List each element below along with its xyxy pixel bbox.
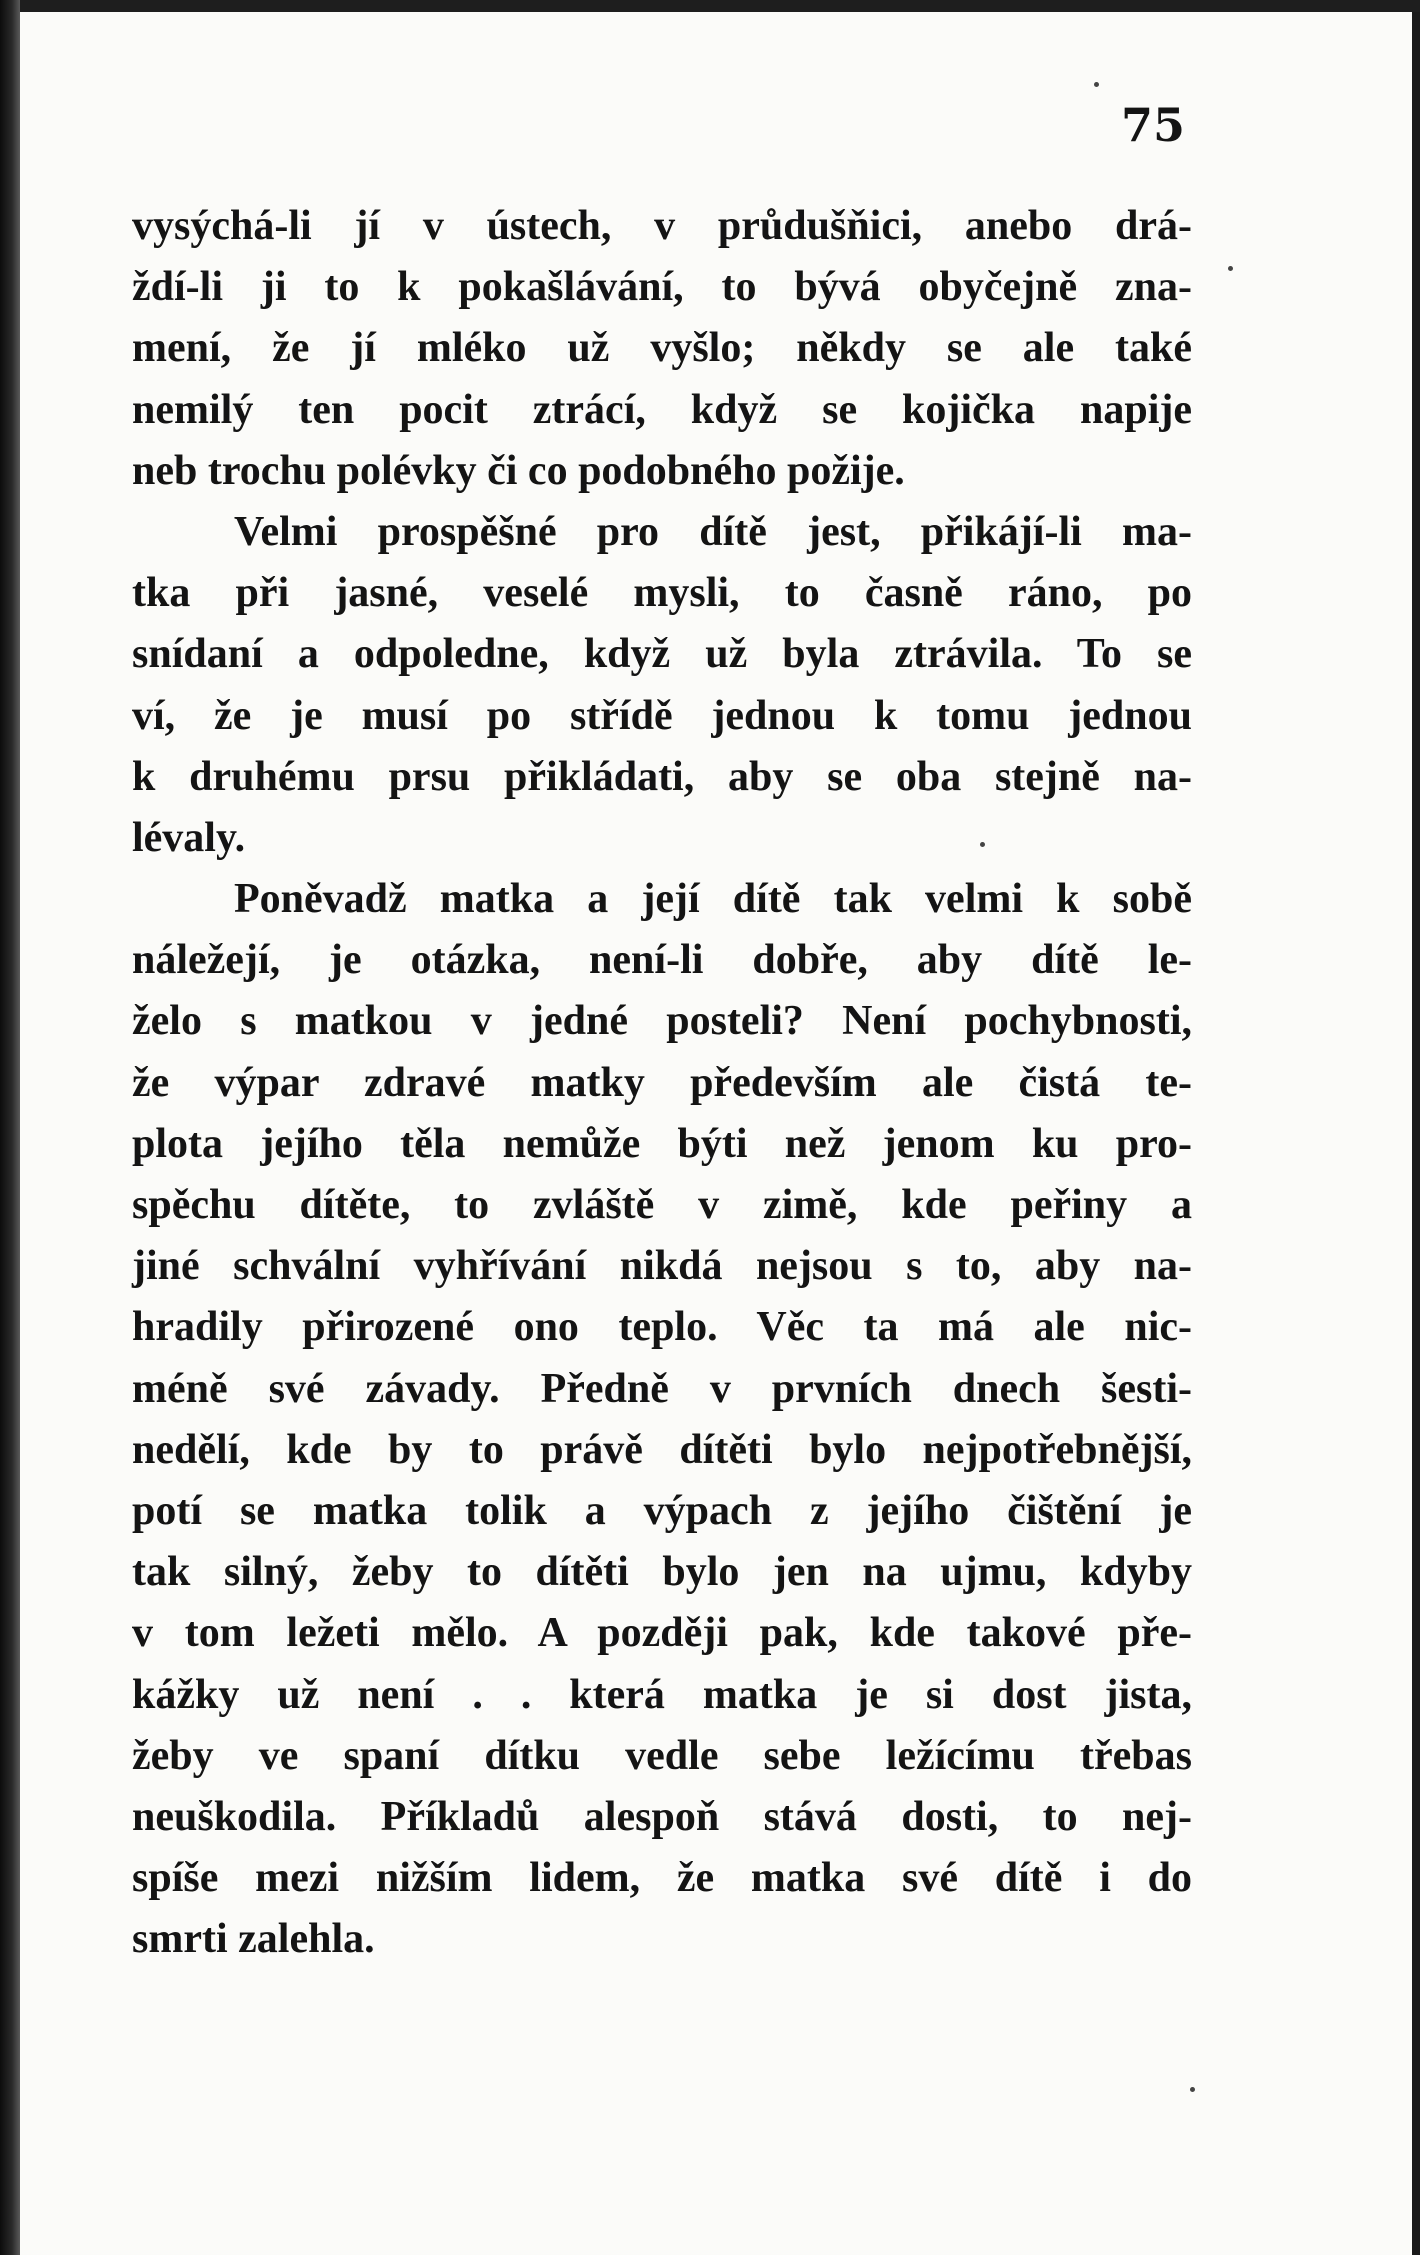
text-line: spěchu dítěte, to zvláště v zimě, kde peřiny a — [132, 1182, 1192, 1228]
text-line: želo s matkou v jedné posteli? Není pochybnosti, — [132, 998, 1192, 1045]
text-line: náležejí, je otázka, není-li dobře, aby dítě le- — [132, 937, 1192, 984]
text-line: kážky už není . . která matka je si dost jista, — [132, 1671, 1192, 1718]
text-line: k druhému prsu přikládati, aby se oba stejně na- — [132, 753, 1192, 800]
text-line: ždí-li ji to k pokašlávání, to bývá obyčejně zna- — [132, 264, 1192, 311]
text-line: že výpar zdravé matky především ale čistá te- — [132, 1059, 1192, 1106]
page-number: 75 — [1120, 98, 1185, 152]
text-line: Velmi prospěšné pro dítě jest, přikájí-li ma- — [234, 508, 1192, 555]
text-line: plota jejího těla nemůže býti než jenom ku pro- — [132, 1120, 1192, 1167]
text-line: tak silný, žeby to dítěti bylo jen na ujmu, kdyby — [132, 1549, 1192, 1596]
text-line: jiné schvální vyhřívání nikdá nejsou s to, aby na- — [132, 1243, 1192, 1290]
text-line: mení, že jí mléko už vyšlo; někdy se ale také — [132, 325, 1192, 372]
paper-speck — [1228, 266, 1233, 271]
paper-speck — [1094, 82, 1099, 87]
text-line: ví, že je musí po střídě jednou k tomu jednou — [132, 692, 1192, 739]
text-line: spíše mezi nižším lidem, že matka své dítě i do — [132, 1855, 1192, 1902]
text-line: nedělí, kde by to právě dítěti bylo nejpotřebnější, — [132, 1426, 1192, 1473]
text-line: snídaní a odpoledne, když už byla ztrávila. To se — [132, 631, 1192, 678]
page-top-edge — [0, 0, 1420, 12]
page-body-text — [132, 196, 1192, 1970]
text-line: tka při jasné, veselé mysli, to časně ráno, po — [132, 570, 1192, 617]
text-line: neuškodila. Příkladů alespoň stává dosti, to nej- — [132, 1793, 1192, 1840]
text-line: vysýchá-li jí v ústech, v průdušňici, anebo drá- — [132, 203, 1192, 249]
text-line: méně své závady. Předně v prvních dnech šesti- — [132, 1365, 1192, 1412]
text-line: v tom ležeti mělo. A později pak, kde takové pře- — [132, 1610, 1192, 1657]
text-line: lévaly. — [132, 814, 246, 861]
text-line: Poněvadž matka a její dítě tak velmi k sobě — [234, 876, 1192, 923]
text-line: hradily přirozené ono teplo. Věc ta má ale nic- — [132, 1304, 1192, 1351]
text-line: potí se matka tolik a výpach z jejího čištění je — [132, 1487, 1192, 1534]
text-line: žeby ve spaní dítku vedle sebe ležícímu třebas — [132, 1732, 1192, 1779]
text-line: nemilý ten pocit ztrácí, když se kojička napije — [132, 386, 1192, 433]
page-binding-edge — [0, 0, 20, 2255]
text-line: smrti zalehla. — [132, 1916, 375, 1963]
text-line: neb trochu polévky či co podobného požije. — [132, 447, 905, 494]
paper-speck — [1190, 2087, 1195, 2092]
